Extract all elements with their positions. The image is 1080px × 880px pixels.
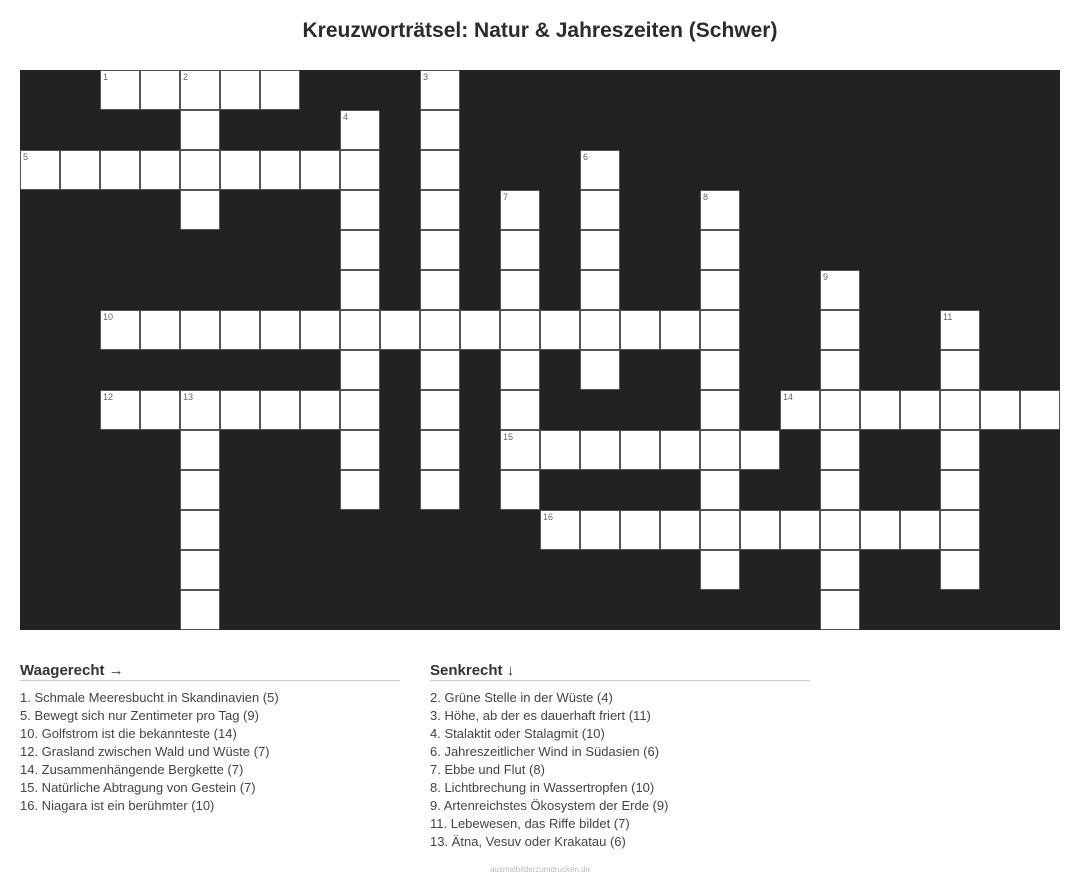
grid-cell[interactable]: [500, 470, 540, 510]
clue-number: 6: [583, 152, 589, 162]
grid-cell[interactable]: [820, 550, 860, 590]
down-clue: 8. Lichtbrechung in Wassertropfen (10): [430, 780, 655, 795]
grid-cell[interactable]: [180, 110, 220, 150]
grid-cell[interactable]: [700, 350, 740, 390]
grid-cell[interactable]: [340, 150, 380, 190]
grid-cell[interactable]: [820, 430, 860, 470]
grid-cell[interactable]: [940, 470, 980, 510]
grid-cell[interactable]: [220, 390, 260, 430]
grid-cell[interactable]: [660, 310, 700, 350]
grid-cell[interactable]: [940, 390, 980, 430]
grid-cell[interactable]: [20, 150, 60, 190]
grid-cell[interactable]: [700, 230, 740, 270]
grid-cell[interactable]: [500, 230, 540, 270]
grid-cell[interactable]: [580, 430, 620, 470]
grid-cell[interactable]: [100, 70, 140, 110]
clue-number: 8: [703, 192, 709, 202]
grid-cell[interactable]: [580, 230, 620, 270]
grid-cell[interactable]: [980, 390, 1020, 430]
grid-cell[interactable]: [700, 510, 740, 550]
grid-cell[interactable]: [820, 470, 860, 510]
grid-cell[interactable]: [540, 310, 580, 350]
grid-cell[interactable]: [900, 510, 940, 550]
grid-cell[interactable]: [100, 310, 140, 350]
clue-number: 4: [343, 112, 349, 122]
grid-cell[interactable]: [820, 310, 860, 350]
grid-cell[interactable]: [140, 390, 180, 430]
grid-cell[interactable]: [260, 150, 300, 190]
grid-cell[interactable]: [940, 350, 980, 390]
across-heading: Waagerecht →: [20, 662, 400, 681]
grid-cell[interactable]: [300, 310, 340, 350]
grid-cell[interactable]: [540, 510, 580, 550]
down-clue: 6. Jahreszeitlicher Wind in Südasien (6): [430, 744, 660, 759]
grid-cell[interactable]: [340, 390, 380, 430]
grid-cell[interactable]: [220, 70, 260, 110]
grid-cell[interactable]: [1020, 390, 1060, 430]
across-clues-panel: [20, 662, 400, 815]
grid-cell[interactable]: [140, 70, 180, 110]
grid-cell[interactable]: [260, 390, 300, 430]
grid-cell[interactable]: [180, 150, 220, 190]
grid-cell[interactable]: [820, 350, 860, 390]
down-clue: 11. Lebewesen, das Riffe bildet (7): [430, 816, 630, 831]
down-clue: 3. Höhe, ab der es dauerhaft friert (11): [430, 708, 651, 723]
grid-cell[interactable]: [700, 270, 740, 310]
across-clue: 14. Zusammenhängende Bergkette (7): [20, 762, 244, 777]
grid-cell[interactable]: [380, 310, 420, 350]
down-clue: 13. Ätna, Vesuv oder Krakatau (6): [430, 834, 626, 849]
page-title: Kreuzworträtsel: Natur & Jahreszeiten (Schwer): [302, 19, 778, 42]
grid-cell[interactable]: [420, 270, 460, 310]
grid-cell[interactable]: [340, 470, 380, 510]
grid-cell[interactable]: [220, 150, 260, 190]
grid-cell[interactable]: [580, 310, 620, 350]
grid-cell[interactable]: [340, 310, 380, 350]
grid-cell[interactable]: [820, 270, 860, 310]
grid-cell[interactable]: [340, 110, 380, 150]
grid-cell[interactable]: [780, 510, 820, 550]
clue-number: 9: [823, 272, 829, 282]
grid-cell[interactable]: [420, 430, 460, 470]
grid-cell[interactable]: [660, 430, 700, 470]
grid-cell[interactable]: [700, 310, 740, 350]
across-clue: 16. Niagara ist ein berühmter (10): [20, 798, 215, 813]
across-clue: 1. Schmale Meeresbucht in Skandinavien (5): [20, 690, 279, 705]
grid-cell[interactable]: [820, 590, 860, 630]
across-clue: 15. Natürliche Abtragung von Gestein (7): [20, 780, 256, 795]
down-clues-panel: [430, 662, 810, 851]
grid-cell[interactable]: [180, 310, 220, 350]
grid-cell[interactable]: [500, 270, 540, 310]
grid-cell[interactable]: [420, 70, 460, 110]
grid-cell[interactable]: [820, 510, 860, 550]
grid-cell[interactable]: [460, 310, 500, 350]
clue-number: 13: [183, 392, 194, 402]
grid-cell[interactable]: [900, 390, 940, 430]
clue-number: 2: [183, 72, 189, 82]
down-clue: 9. Artenreichstes Ökosystem der Erde (9): [430, 798, 669, 813]
grid-cell[interactable]: [60, 150, 100, 190]
grid-cell[interactable]: [420, 190, 460, 230]
grid-cell[interactable]: [620, 310, 660, 350]
grid-cell[interactable]: [420, 110, 460, 150]
grid-cell[interactable]: [700, 190, 740, 230]
grid-cell[interactable]: [340, 350, 380, 390]
grid-cell[interactable]: [420, 470, 460, 510]
grid-cell[interactable]: [300, 390, 340, 430]
grid-cell[interactable]: [500, 390, 540, 430]
grid-cell[interactable]: [580, 510, 620, 550]
grid-cell[interactable]: [340, 430, 380, 470]
down-clue: 7. Ebbe und Flut (8): [430, 762, 545, 777]
grid-cell[interactable]: [820, 390, 860, 430]
grid-cell[interactable]: [420, 390, 460, 430]
grid-cell[interactable]: [540, 430, 580, 470]
grid-cell[interactable]: [180, 70, 220, 110]
grid-cell[interactable]: [180, 190, 220, 230]
grid-cell[interactable]: [180, 430, 220, 470]
grid-cell[interactable]: [620, 430, 660, 470]
grid-cell[interactable]: [420, 230, 460, 270]
grid-cell[interactable]: [180, 510, 220, 550]
clue-number: 10: [103, 312, 114, 322]
down-clue: 4. Stalaktit oder Stalagmit (10): [430, 726, 605, 741]
clue-number: 12: [103, 392, 114, 402]
clue-number: 5: [23, 152, 29, 162]
grid-cell[interactable]: [940, 550, 980, 590]
footer-credit: ausmalbilderzumdrucken.de: [489, 865, 591, 874]
grid-cell[interactable]: [500, 310, 540, 350]
down-clue-list: [430, 689, 810, 851]
down-clue: 2. Grüne Stelle in der Wüste (4): [430, 690, 613, 705]
grid-cell[interactable]: [500, 190, 540, 230]
across-clue: 12. Grasland zwischen Wald und Wüste (7): [20, 744, 270, 759]
grid-cell[interactable]: [700, 550, 740, 590]
grid-cell[interactable]: [180, 550, 220, 590]
grid-cell[interactable]: [220, 310, 260, 350]
grid-cell[interactable]: [860, 390, 900, 430]
clue-number: 3: [423, 72, 429, 82]
grid-cell[interactable]: [340, 190, 380, 230]
grid-cell[interactable]: [940, 430, 980, 470]
grid-cell[interactable]: [740, 430, 780, 470]
crossword-grid: [20, 70, 1060, 630]
grid-cell[interactable]: [180, 590, 220, 630]
grid-cell[interactable]: [940, 310, 980, 350]
grid-cell[interactable]: [700, 430, 740, 470]
clue-number: 15: [503, 432, 514, 442]
down-heading: Senkrecht ↓: [430, 662, 810, 681]
grid-cell[interactable]: [860, 510, 900, 550]
grid-cell[interactable]: [100, 390, 140, 430]
grid-cell[interactable]: [740, 510, 780, 550]
grid-cell[interactable]: [580, 190, 620, 230]
grid-cell[interactable]: [580, 270, 620, 310]
grid-cell[interactable]: [420, 350, 460, 390]
grid-cell[interactable]: [420, 310, 460, 350]
clue-number: 1: [103, 72, 109, 82]
grid-cell[interactable]: [100, 150, 140, 190]
clue-number: 7: [503, 192, 509, 202]
grid-cell[interactable]: [500, 350, 540, 390]
grid-cell[interactable]: [700, 390, 740, 430]
grid-cell[interactable]: [620, 510, 660, 550]
grid-cell[interactable]: [260, 310, 300, 350]
grid-cell[interactable]: [500, 430, 540, 470]
grid-cell[interactable]: [420, 150, 460, 190]
grid-cell[interactable]: [940, 510, 980, 550]
grid-cell[interactable]: [700, 470, 740, 510]
clue-number: 16: [543, 512, 554, 522]
grid-cell[interactable]: [180, 390, 220, 430]
grid-cell[interactable]: [340, 230, 380, 270]
grid-cell[interactable]: [780, 390, 820, 430]
clue-number: 11: [943, 312, 953, 322]
clue-number: 14: [783, 392, 794, 402]
grid-cell[interactable]: [340, 270, 380, 310]
grid-cell[interactable]: [580, 150, 620, 190]
grid-cell[interactable]: [660, 510, 700, 550]
grid-cell[interactable]: [260, 70, 300, 110]
across-clue: 5. Bewegt sich nur Zentimeter pro Tag (9): [20, 708, 259, 723]
grid-cell[interactable]: [580, 350, 620, 390]
grid-cell[interactable]: [300, 150, 340, 190]
grid-cell[interactable]: [140, 310, 180, 350]
grid-cell[interactable]: [180, 470, 220, 510]
across-clue-list: [20, 689, 400, 815]
grid-cell[interactable]: [140, 150, 180, 190]
across-clue: 10. Golfstrom ist die bekannteste (14): [20, 726, 237, 741]
